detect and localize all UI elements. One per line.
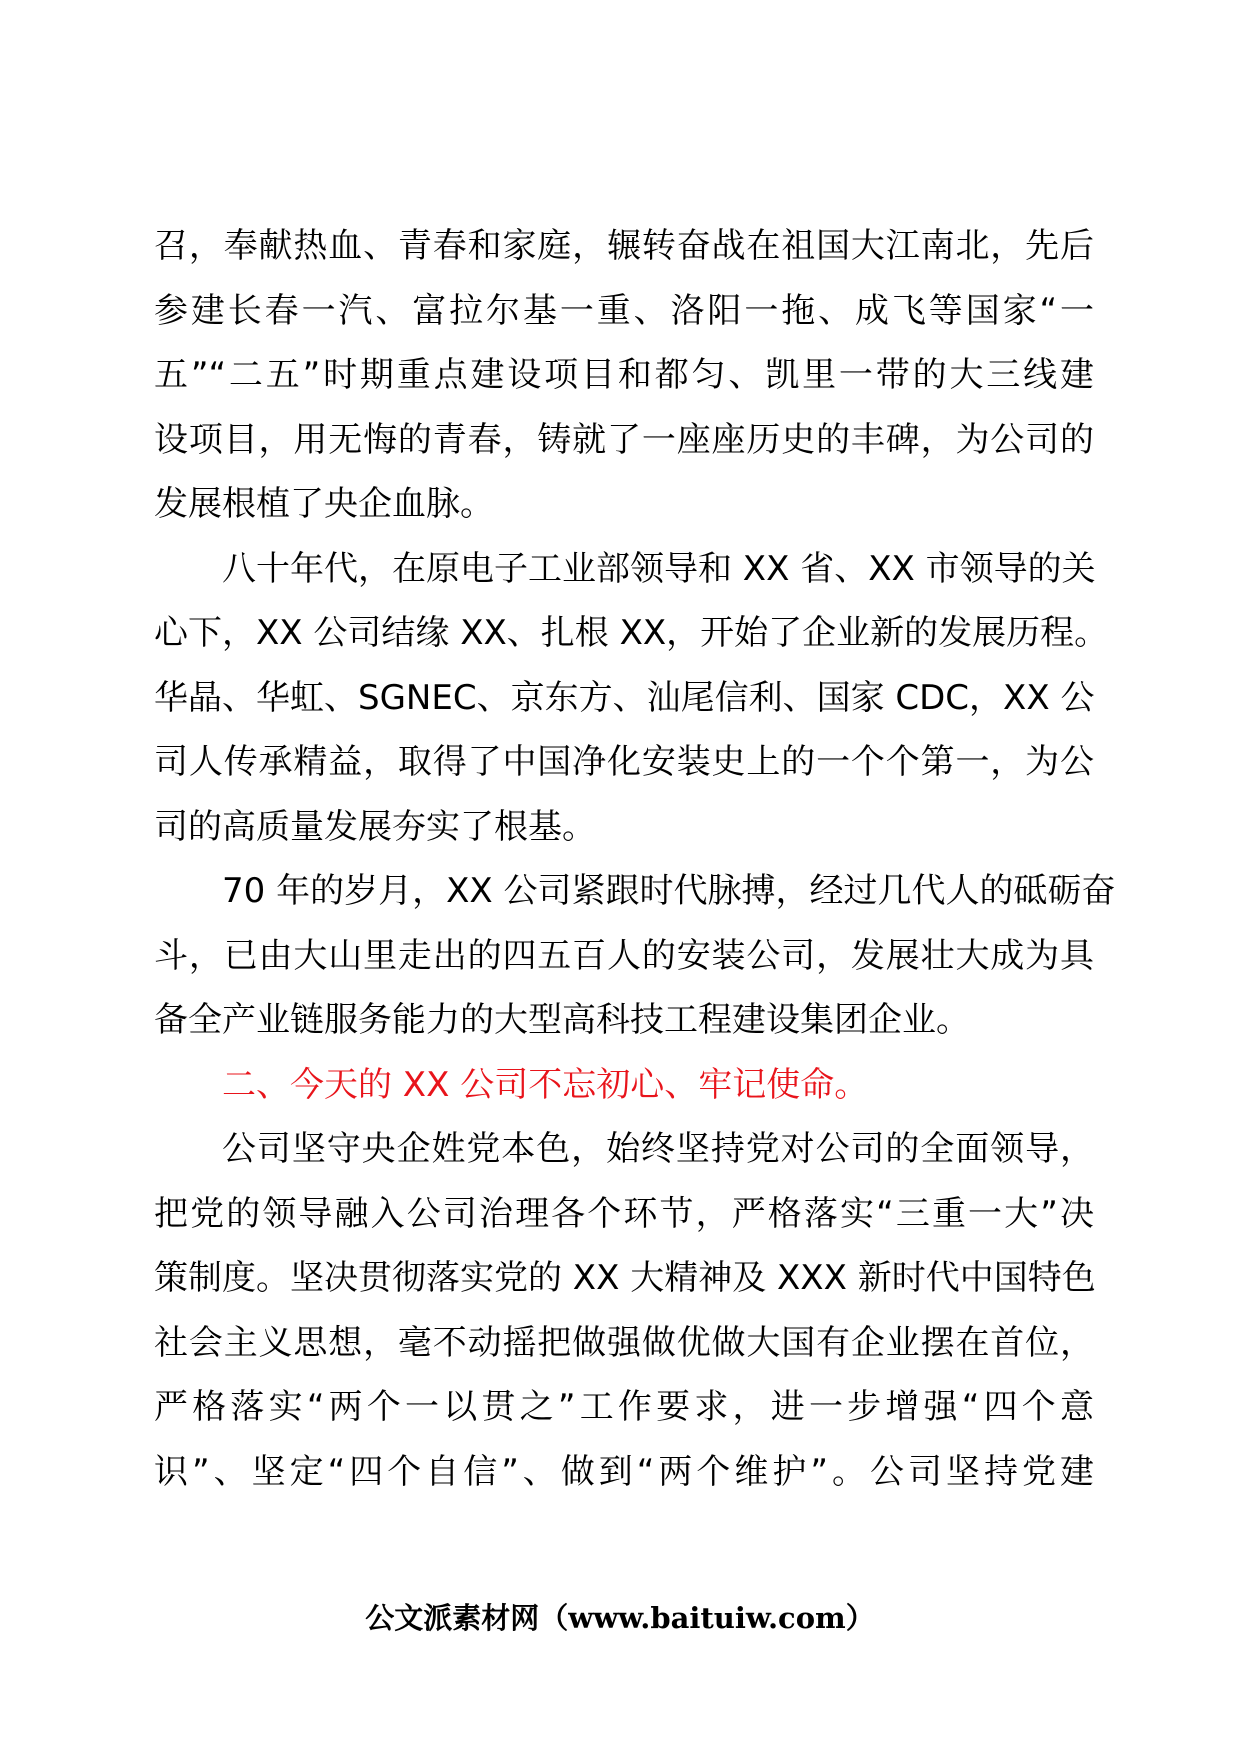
text-line: 华晶、华虹、SGNEC、京东方、汕尾信利、国家 CDC，XX 公 bbox=[154, 677, 1095, 718]
text-line: 70 年的岁月，XX 公司紧跟时代脉搏，经过几代人的砥砺奋 bbox=[222, 871, 1116, 911]
text-line: 八十年代，在原电子工业部领导和 XX 省、XX 市领导的关 bbox=[222, 548, 1096, 589]
text-line: 严格落实“两个一以贯之”工作要求，进一步增强“四个意 bbox=[154, 1387, 1094, 1427]
text-line: 识”、坚定“四个自信”、做到“两个维护”。公司坚持党建 bbox=[154, 1451, 1094, 1492]
text-line: 策制度。坚决贯彻落实党的 XX 大精神及 XXX 新时代中国特色 bbox=[154, 1258, 1096, 1298]
section-heading: 二、今天的 XX 公司不忘初心、牢记使命。 bbox=[222, 1064, 869, 1105]
text-line: 备全产业链服务能力的大型高科技工程建设集团企业。 bbox=[154, 1000, 970, 1040]
text-line: 参建长春一汽、富拉尔基一重、洛阳一拖、成飞等国家“一 bbox=[154, 290, 1094, 331]
footer-watermark: 公文派素材网（www.baituiw.com） bbox=[365, 1601, 875, 1635]
text-line: 司的高质量发展夯实了根基。 bbox=[154, 806, 596, 847]
text-line: 把党的领导融入公司治理各个环节，严格落实“三重一大”决 bbox=[154, 1193, 1094, 1234]
text-line: 社会主义思想，毫不动摇把做强做优做大国有企业摆在首位， bbox=[154, 1322, 1094, 1363]
document-body bbox=[154, 214, 1116, 1504]
text-line: 公司坚守央企姓党本色，始终坚持党对公司的全面领导， bbox=[222, 1129, 1094, 1169]
text-line: 五”“二五”时期重点建设项目和都匀、凯里一带的大三线建 bbox=[154, 355, 1094, 395]
text-line: 斗，已由大山里走出的四五百人的安装公司，发展壮大成为具 bbox=[154, 935, 1094, 976]
text-line: 召，奉献热血、青春和家庭，辗转奋战在祖国大江南北，先后 bbox=[154, 226, 1094, 266]
text-line: 司人传承精益，取得了中国净化安装史上的一个个第一，为公 bbox=[154, 742, 1094, 782]
text-line: 发展根植了央企血脉。 bbox=[154, 484, 494, 524]
text-line: 设项目，用无悔的青春，铸就了一座座历史的丰碑，为公司的 bbox=[154, 419, 1094, 460]
text-line: 心下，XX 公司结缘 XX、扎根 XX，开始了企业新的发展历程。 bbox=[154, 613, 1109, 653]
